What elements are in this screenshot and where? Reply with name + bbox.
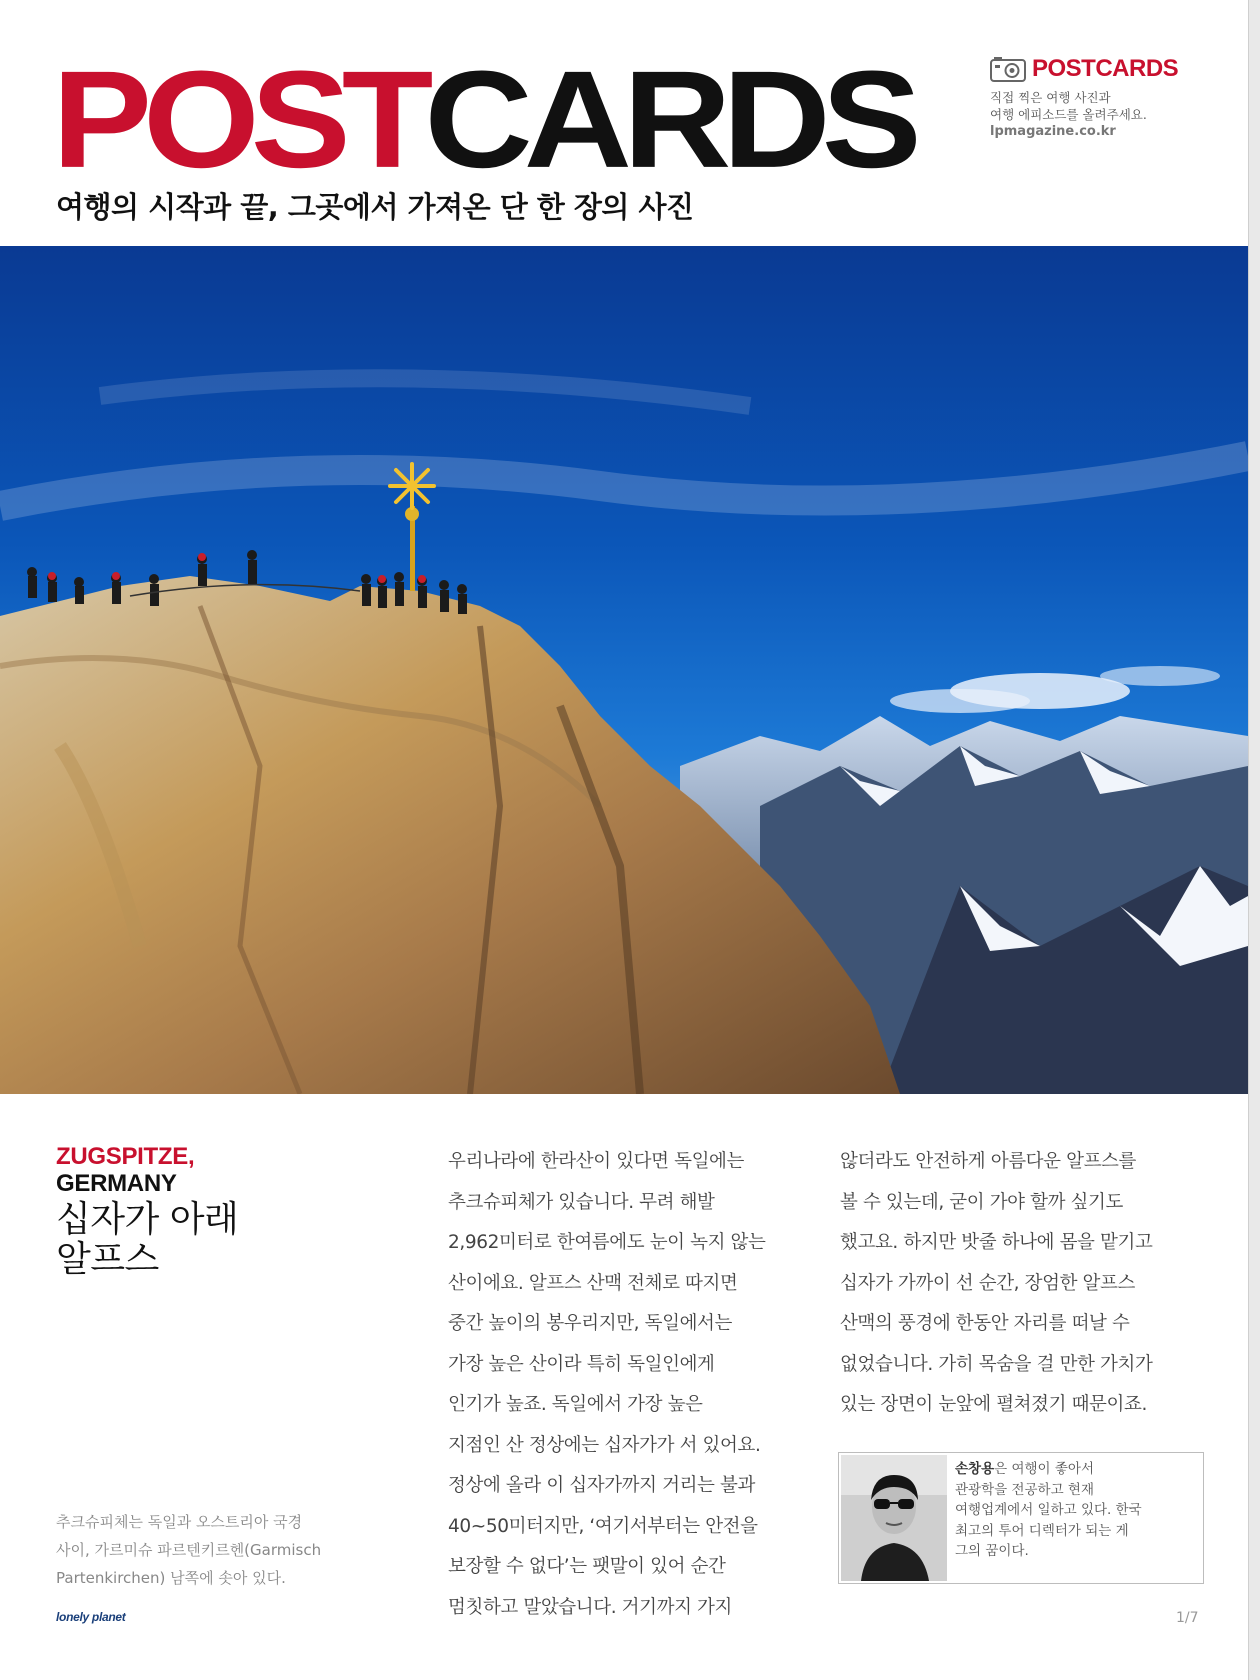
body-line: 추크슈피체가 있습니다. 무려 해발 xyxy=(448,1191,715,1213)
body-line: 산이에요. 알프스 산맥 전체로 따지면 xyxy=(448,1272,738,1294)
author-bio-line: 여행업계에서 일하고 있다. 한국 xyxy=(955,1502,1142,1518)
body-line: 보장할 수 없다’는 팻말이 있어 순간 xyxy=(448,1556,726,1577)
location-country: GERMANY xyxy=(56,1170,177,1197)
corner-description xyxy=(990,89,1200,140)
body-line: 2,962미터로 한여름에도 눈이 녹지 않는 xyxy=(448,1232,766,1253)
body-line: 지점인 산 정상에는 십자가가 서 있어요. xyxy=(448,1434,761,1456)
body-line: 가장 높은 산이라 특히 독일인에게 xyxy=(448,1353,715,1375)
corner-header xyxy=(990,55,1200,83)
body-line: 없었습니다. 가히 목숨을 걸 만한 가치가 xyxy=(840,1353,1153,1375)
author-name: 손창용 xyxy=(955,1461,995,1477)
body-line: 했고요. 하지만 밧줄 하나에 몸을 맡기고 xyxy=(840,1232,1153,1253)
corner-desc-line: 여행 에피소드를 올려주세요. xyxy=(990,107,1147,122)
body-line: 인기가 높죠. 독일에서 가장 높은 xyxy=(448,1394,703,1415)
caption-line: 추크슈피체는 독일과 오스트리아 국경 xyxy=(56,1513,303,1531)
body-line: 볼 수 있는데, 굳이 가야 할까 싶기도 xyxy=(840,1191,1123,1213)
corner-title: POSTCARDS xyxy=(1032,55,1179,82)
camera-icon xyxy=(990,56,1026,82)
masthead-title xyxy=(52,41,913,197)
author-bio-line: 그의 꿈이다. xyxy=(955,1543,1029,1559)
body-line: 멈칫하고 말았습니다. 거기까지 가지 xyxy=(448,1596,732,1618)
photo-caption xyxy=(56,1508,356,1592)
body-column-2 xyxy=(840,1142,1210,1426)
corner-desc-line: 직접 찍은 여행 사진과 xyxy=(990,90,1111,105)
body-line: 십자가 가까이 선 순간, 장엄한 알프스 xyxy=(840,1272,1135,1294)
author-bio-line: 관광학을 전공하고 현재 xyxy=(955,1481,1094,1498)
author-box xyxy=(838,1452,1204,1584)
headline-line: 십자가 아래 xyxy=(56,1199,239,1240)
body-line: 우리나라에 한라산이 있다면 독일에는 xyxy=(448,1151,744,1172)
body-line: 산맥의 풍경에 한동안 자리를 떠날 수 xyxy=(840,1313,1130,1334)
main-photo xyxy=(0,246,1248,1094)
caption-line: Partenkirchen) 남쪽에 솟아 있다. xyxy=(56,1569,286,1587)
location-city: ZUGSPITZE, xyxy=(56,1143,195,1170)
author-bio-line: 은 여행이 좋아서 xyxy=(994,1461,1094,1477)
corner-url-link[interactable]: lpmagazine.co.kr xyxy=(990,124,1116,139)
page-edge-scrollbar[interactable] xyxy=(1248,0,1260,1680)
tagline: 여행의 시작과 끝, 그곳에서 가져온 단 한 장의 사진 xyxy=(56,190,694,224)
caption-line: 사이, 가르미슈 파르텐키르헨(Garmisch xyxy=(56,1541,322,1559)
masthead-post: POST xyxy=(52,41,425,197)
body-line: 중간 높이의 봉우리지만, 독일에서는 xyxy=(448,1313,732,1334)
author-bio-line: 최고의 투어 디렉터가 되는 게 xyxy=(955,1522,1129,1539)
masthead-cards: CARDS xyxy=(424,41,913,197)
article-headline xyxy=(56,1200,356,1280)
lonely-planet-logo: lonely planet xyxy=(56,1610,126,1624)
page-number: 1/7 xyxy=(1176,1610,1199,1626)
body-column-1 xyxy=(448,1142,818,1628)
author-bio xyxy=(955,1459,1195,1562)
headline-line: 알프스 xyxy=(56,1239,159,1280)
body-line: 40~50미터지만, ‘여기서부터는 안전을 xyxy=(448,1515,758,1537)
body-line: 않더라도 안전하게 아름다운 알프스를 xyxy=(840,1151,1136,1172)
body-line: 있는 장면이 눈앞에 펼쳐졌기 때문이죠. xyxy=(840,1394,1147,1415)
postcards-corner-box xyxy=(990,55,1200,140)
author-avatar xyxy=(841,1455,947,1581)
body-line: 정상에 올라 이 십자가까지 거리는 불과 xyxy=(448,1475,755,1496)
